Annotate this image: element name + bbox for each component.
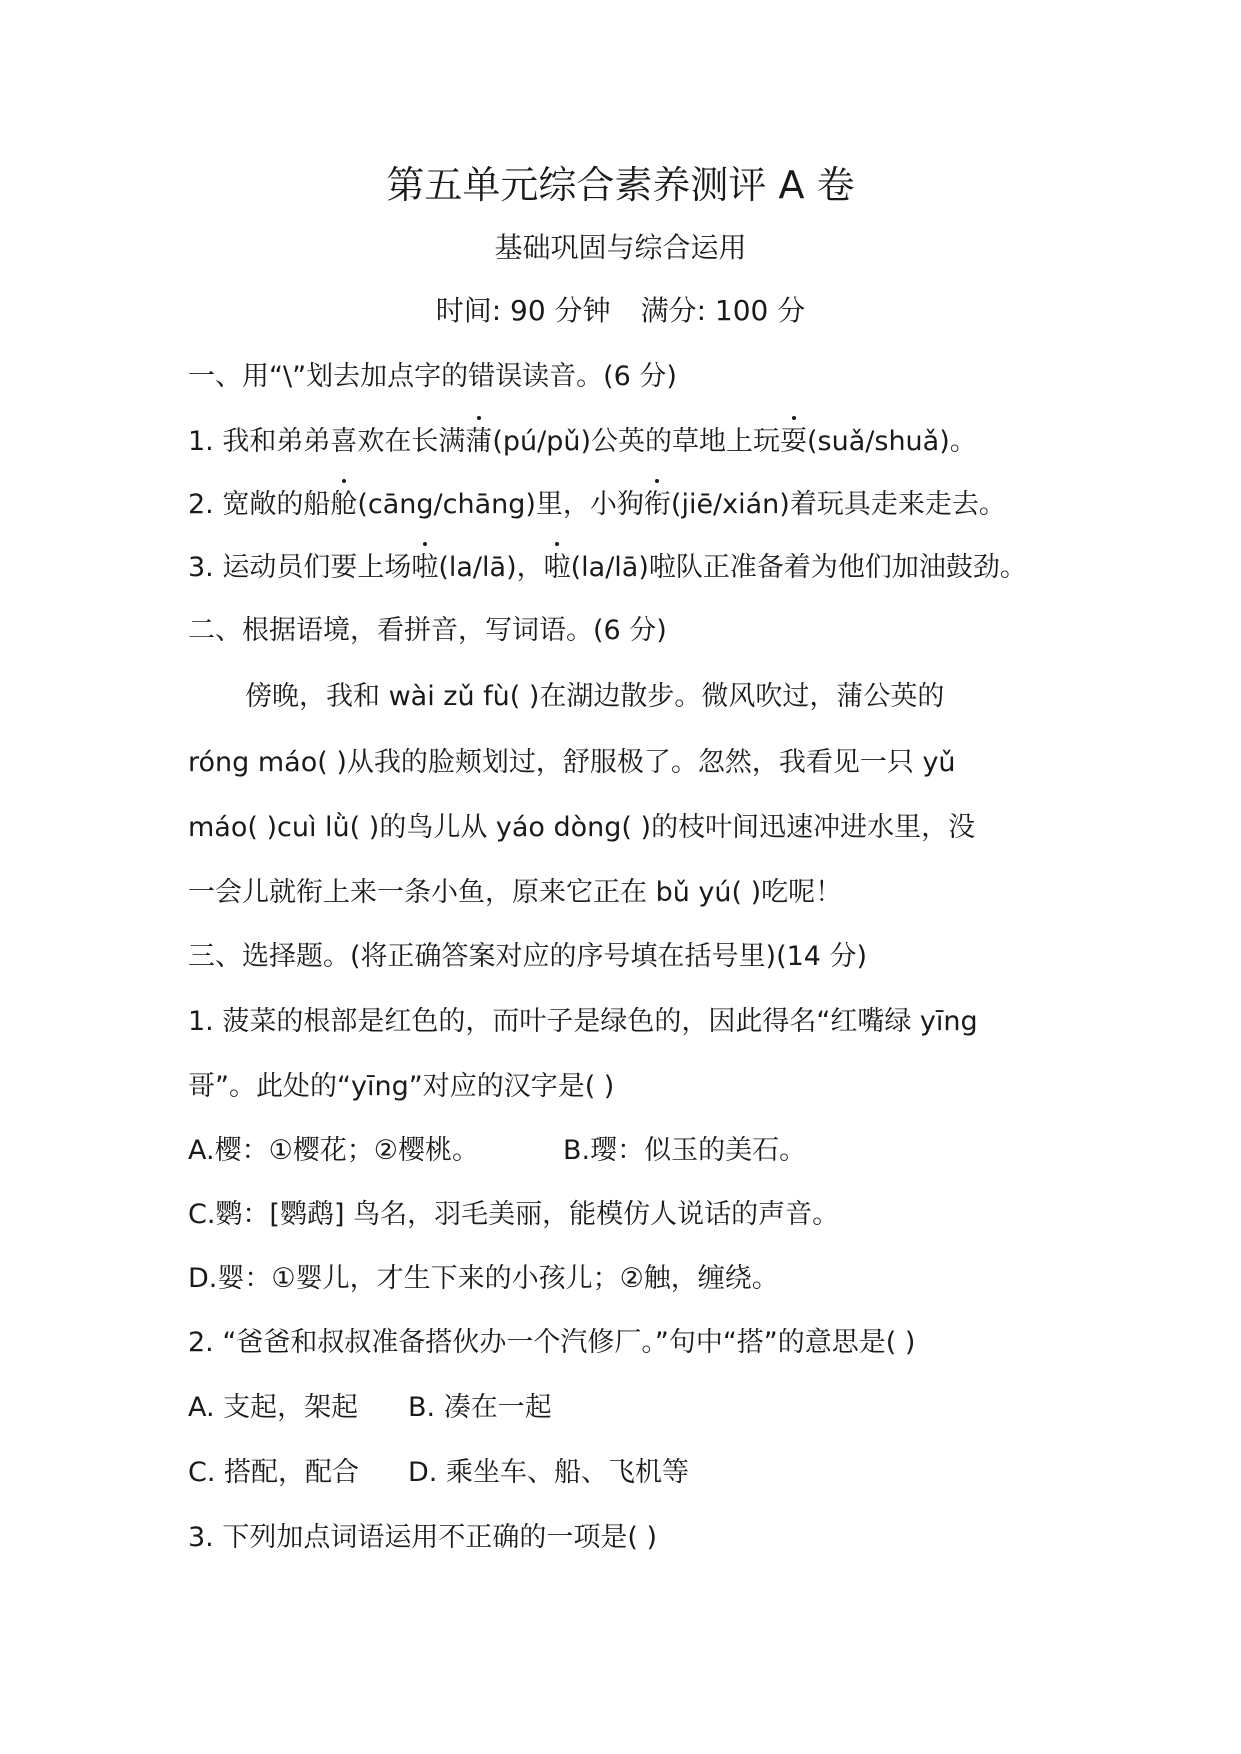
- section1-heading: 一、用“\”划去加点字的错误读音。(6 分): [188, 361, 677, 392]
- full-score: 满分: 100 分: [640, 294, 806, 327]
- section3-q1-option-c: C.鹦：[鹦鹉] 鸟名，羽毛美丽，能模仿人说话的声音。: [188, 1199, 840, 1230]
- exam-meta: [0, 291, 1241, 331]
- section3-question-1-line-2: 哥”。此处的“yīng”对应的汉字是( ): [188, 1071, 615, 1102]
- section3-question-3: 3. 下列加点词语运用不正确的一项是( ): [188, 1522, 657, 1553]
- dotted-char: 啦: [411, 548, 438, 588]
- time-limit: 时间: 90 分钟: [435, 294, 611, 327]
- section2-paragraph-line-4: 一会儿就衔上来一条小鱼，原来它正在 bǔ yú( )吃呢！: [188, 877, 843, 908]
- section3-q1-option-b: B.璎：似玉的美石。: [563, 1135, 807, 1166]
- section3-q2-option-d: D. 乘坐车、船、飞机等: [408, 1457, 689, 1488]
- section3-question-2: 2. “爸爸和叔叔准备搭伙办一个汽修厂。”句中“搭”的意思是( ): [188, 1327, 916, 1358]
- dotted-char: 舱: [330, 485, 357, 525]
- section3-q2-option-b: B. 凑在一起: [408, 1392, 552, 1423]
- section1-question-2: 2. 宽敞的船舱(cāng/chāng)里，小狗衔(jiē/xián)着玩具走来走去。: [188, 485, 1006, 525]
- section3-question-1-line-1: 1. 菠菜的根部是红色的，而叶子是绿色的，因此得名“红嘴绿 yīng: [188, 1006, 978, 1037]
- section3-q1-option-d: D.婴：①婴儿，才生下来的小孩儿；②触，缠绕。: [188, 1263, 779, 1294]
- page-title: 第五单元综合素养测评 A 卷: [386, 163, 855, 207]
- section2-paragraph-line-1: 傍晚，我和 wài zǔ fù( )在湖边散步。微风吹过，蒲公英的: [245, 681, 945, 712]
- section3-heading: 三、选择题。(将正确答案对应的序号填在括号里)(14 分): [188, 941, 868, 972]
- section2-paragraph-line-2: róng máo( )从我的脸颊划过，舒服极了。忽然，我看见一只 yǔ: [188, 747, 956, 778]
- section1-question-3: 3. 运动员们要上场啦(la/lā)，啦(la/lā)啦队正准备着为他们加油鼓劲。: [188, 548, 1027, 588]
- section2-paragraph-line-3: máo( )cuì lǜ( )的鸟儿从 yáo dòng( )的枝叶间迅速冲进水里，没: [188, 812, 976, 843]
- page-subtitle: 基础巩固与综合运用: [494, 231, 747, 264]
- section2-heading: 二、根据语境，看拼音，写词语。(6 分): [188, 615, 667, 646]
- section3-q2-option-a: A. 支起，架起: [188, 1392, 359, 1423]
- dotted-char: 啦: [544, 548, 571, 588]
- dotted-char: 耍: [780, 422, 807, 462]
- section3-q2-option-c: C. 搭配，配合: [188, 1457, 360, 1488]
- dotted-char: 蒲: [465, 422, 492, 462]
- dotted-char: 衔: [644, 485, 671, 525]
- section1-question-1: 1. 我和弟弟喜欢在长满蒲(pú/pǔ)公英的草地上玩耍(suǎ/shuǎ)。: [188, 422, 977, 462]
- section3-q1-option-a: A.樱：①樱花；②樱桃。: [188, 1135, 479, 1166]
